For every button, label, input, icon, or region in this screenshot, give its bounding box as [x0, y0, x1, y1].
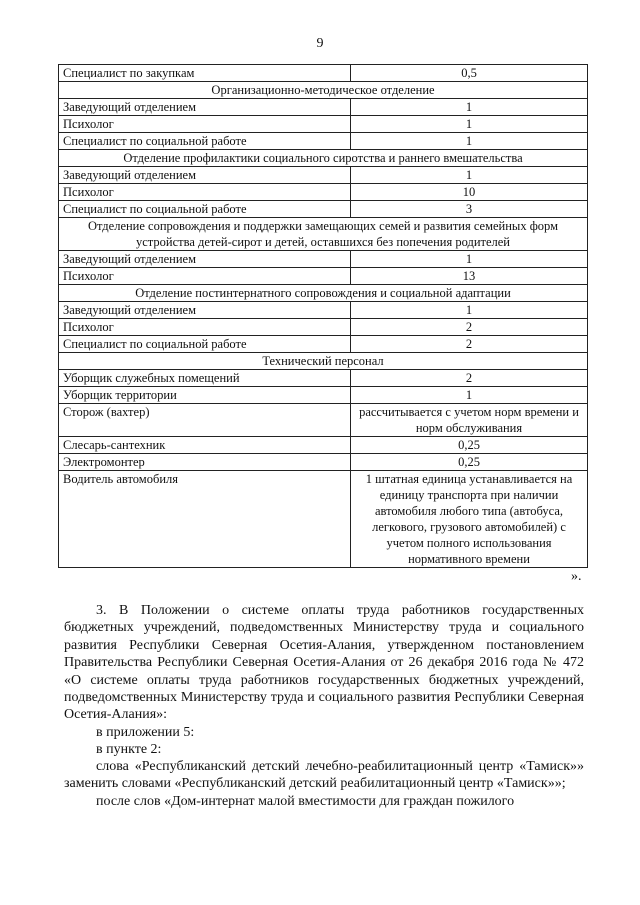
- position-name: Водитель автомобиля: [59, 471, 351, 568]
- position-name: Заведующий отделением: [59, 167, 351, 184]
- table-row: [59, 387, 588, 404]
- table-row: [59, 302, 588, 319]
- paragraph-after-words: после слов «Дом-интернат малой вместимости для граждан пожилого: [96, 794, 515, 809]
- table-section-row: [59, 353, 588, 370]
- section-title: Отделение профилактики социального сиротства и раннего вмешательства: [59, 150, 588, 167]
- staffing-table-body: [59, 65, 588, 568]
- table-row: [59, 404, 588, 437]
- staff-units: 1 штатная единица устанавливается на единицу транспорта при наличии автомобиля любого типа (автобуса, легкового, грузового автомобилей) с учетом полного использования нормативного времени: [351, 471, 588, 568]
- position-name: Специалист по закупкам: [59, 65, 351, 82]
- table-row: [59, 167, 588, 184]
- staff-units: 1: [351, 387, 588, 404]
- paragraph-clause: в пункте 2:: [96, 742, 162, 757]
- staff-units: 0,25: [351, 437, 588, 454]
- position-name: Электромонтер: [59, 454, 351, 471]
- table-row: [59, 201, 588, 218]
- paragraph-appendix: в приложении 5:: [96, 725, 195, 740]
- section-title: Отделение сопровождения и поддержки замещающих семей и развития семейных форм устройства детей-сирот и детей, оставшихся без попечения родителей: [59, 218, 588, 251]
- position-name: Заведующий отделением: [59, 302, 351, 319]
- position-name: Уборщик служебных помещений: [59, 370, 351, 387]
- position-name: Психолог: [59, 268, 351, 285]
- paragraph-amendment: 3. В Положении о системе оплаты труда работников государственных бюджетных учреждений, подведомственных Министерству труда и социального развития Республики Северная Осетия-Алания, утвержденном постановлением Правительства Республики Северная Осетия-Алания от 26 декабря 2016 года № 472 «О системе оплаты труда работников государственных бюджетных учреждений, подведомственных Министерству труда и социального развития Республики Северная Осетия-Алания»:: [64, 603, 584, 723]
- staff-units: 1: [351, 251, 588, 268]
- staff-units: 1: [351, 99, 588, 116]
- paragraph-replace-words: слова «Республиканский детский лечебно-реабилитационный центр «Тамиск»» заменить словами «Республиканский детский реабилитационный центр «Тамиск»»;: [64, 759, 584, 792]
- staff-units: 0,25: [351, 454, 588, 471]
- staff-units: 1: [351, 167, 588, 184]
- section-title: Организационно-методическое отделение: [59, 82, 588, 99]
- position-name: Специалист по социальной работе: [59, 336, 351, 353]
- section-title: Отделение постинтернатного сопровождения и социальной адаптации: [59, 285, 588, 302]
- table-row: [59, 133, 588, 150]
- table-section-row: [59, 218, 588, 251]
- staff-units: 1: [351, 116, 588, 133]
- staff-units: 3: [351, 201, 588, 218]
- staff-units: 10: [351, 184, 588, 201]
- position-name: Психолог: [59, 184, 351, 201]
- staff-units: 0,5: [351, 65, 588, 82]
- staff-units: рассчитывается с учетом норм времени и норм обслуживания: [351, 404, 588, 437]
- position-name: Заведующий отделением: [59, 251, 351, 268]
- table-row: [59, 116, 588, 133]
- position-name: Уборщик территории: [59, 387, 351, 404]
- staff-units: 2: [351, 319, 588, 336]
- table-row: [59, 370, 588, 387]
- table-row: [59, 99, 588, 116]
- table-section-row: [59, 150, 588, 167]
- table-section-row: [59, 82, 588, 99]
- table-row: [59, 251, 588, 268]
- table-row: [59, 184, 588, 201]
- position-name: Сторож (вахтер): [59, 404, 351, 437]
- staffing-table: [58, 64, 588, 568]
- position-name: Психолог: [59, 319, 351, 336]
- position-name: Специалист по социальной работе: [59, 201, 351, 218]
- position-name: Психолог: [59, 116, 351, 133]
- table-row: [59, 437, 588, 454]
- staff-units: 1: [351, 302, 588, 319]
- table-row: [59, 471, 588, 568]
- table-row: [59, 319, 588, 336]
- section-title: Технический персонал: [59, 353, 588, 370]
- closing-quote: ».: [571, 569, 582, 584]
- table-row: [59, 268, 588, 285]
- position-name: Специалист по социальной работе: [59, 133, 351, 150]
- position-name: Слесарь-сантехник: [59, 437, 351, 454]
- staff-units: 2: [351, 370, 588, 387]
- table-row: [59, 454, 588, 471]
- table-section-row: [59, 285, 588, 302]
- staff-units: 2: [351, 336, 588, 353]
- table-row: [59, 336, 588, 353]
- staff-units: 1: [351, 133, 588, 150]
- page-number: 9: [316, 36, 324, 51]
- position-name: Заведующий отделением: [59, 99, 351, 116]
- staff-units: 13: [351, 268, 588, 285]
- table-row: [59, 65, 588, 82]
